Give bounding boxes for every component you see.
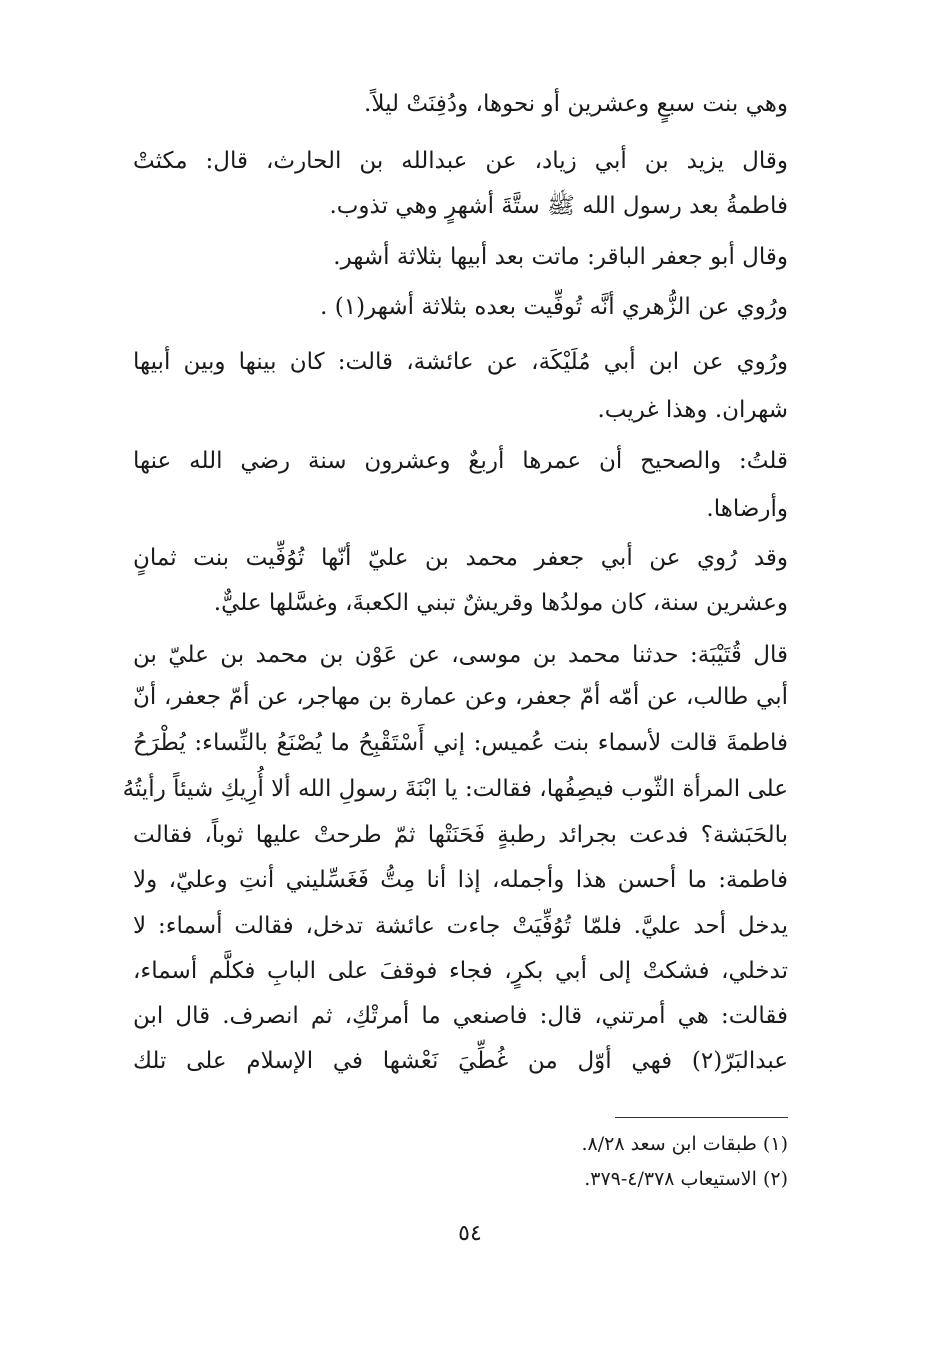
text-line: بالحَبَشة؟ فدعت بجرائد رطبةٍ فَحَنَتْها ثمّ طرحتْ عليها ثوباً، فقالت xyxy=(133,822,788,848)
text-line: أبي طالب، عن أمّه أمّ جعفر، وعن عمارة بن مهاجر، عن أمّ جعفر، أنّ xyxy=(133,684,788,710)
text-line: ورُوي عن ابن أبي مُلَيْكَة، عن عائشة، قالت: كان بينها وبين أبيها xyxy=(133,349,788,375)
text-line: فقالت: هي أمرتني، قال: فاصنعي ما أمرتْكِ، ثم انصرف. قال ابن xyxy=(133,1003,788,1029)
text-line: فاطمةَ قالت لأسماء بنت عُميس: إني أَسْتَقْبِحُ ما يُصْنَعُ بالنِّساء: يُطْرَحُ xyxy=(133,730,788,756)
text-line: وقد رُوي عن أبي جعفر محمد بن عليّ أنّها تُوُفِّيت بنت ثمانٍ xyxy=(133,545,788,571)
text-line: قلتُ: والصحيح أن عمرها أربعٌ وعشرون سنة رضي الله عنها xyxy=(133,448,788,474)
text-line: وقال أبو جعفر الباقر: ماتت بعد أبيها بثلاثة أشهر. xyxy=(333,244,788,270)
text-line: فاطمة: ما أحسن هذا وأجمله، إذا أنا مِتُّ فَغَسِّليني أنتِ وعليّ، ولا xyxy=(133,867,788,893)
footnote: (٢) الاستيعاب ٤/٣٧٨-٣٧٩. xyxy=(584,1168,788,1190)
text-line: تدخلي، فشكتْ إلى أبي بكرٍ، فجاء فوقفَ على البابِ فكلَّم أسماء، xyxy=(133,958,788,984)
page-number: ٥٤ xyxy=(458,1221,482,1246)
text-line: وأرضاها. xyxy=(706,496,788,522)
text-line: قال قُتَيْبَة: حدثنا محمد بن موسى، عن عَوْن بن محمد بن عليّ بن xyxy=(133,642,788,668)
text-line: فاطمةُ بعد رسول الله ﷺ ستَّةَ أشهرٍ وهي تذوب. xyxy=(329,193,788,219)
text-line: وقال يزيد بن أبي زياد، عن عبدالله بن الحارث، قال: مكثتْ xyxy=(133,148,788,174)
text-line: عبدالبَرّ(٢) فهي أوّل من غُطِّيَ نَعْشها في الإسلام على تلك xyxy=(133,1048,788,1074)
footnote: (١) طبقات ابن سعد ٨/٢٨. xyxy=(581,1133,788,1155)
text-line: شهران. وهذا غريب. xyxy=(597,397,788,423)
text-line: وهي بنت سبعٍ وعشرين أو نحوها، ودُفِنَتْ ليلاً. xyxy=(364,91,788,117)
text-line: وعشرين سنة، كان مولدُها وقريشٌ تبني الكعبةَ، وغسَّلها عليٌّ. xyxy=(213,590,788,616)
text-line: ورُوي عن الزُّهري أنَّه تُوفِّيت بعده بثلاثة أشهر(١) . xyxy=(320,294,788,320)
footnote-separator xyxy=(615,1117,788,1118)
text-line: يدخل أحد عليَّ. فلمّا تُوُفِّيَتْ جاءت عائشة تدخل، فقالت أسماء: لا xyxy=(133,913,788,939)
text-line: على المرأة الثّوب فيصِفُها، فقالت: يا ابْنَةَ رسولِ الله ألا أُرِيكِ شيئاً رأيتُهُ xyxy=(122,776,788,802)
